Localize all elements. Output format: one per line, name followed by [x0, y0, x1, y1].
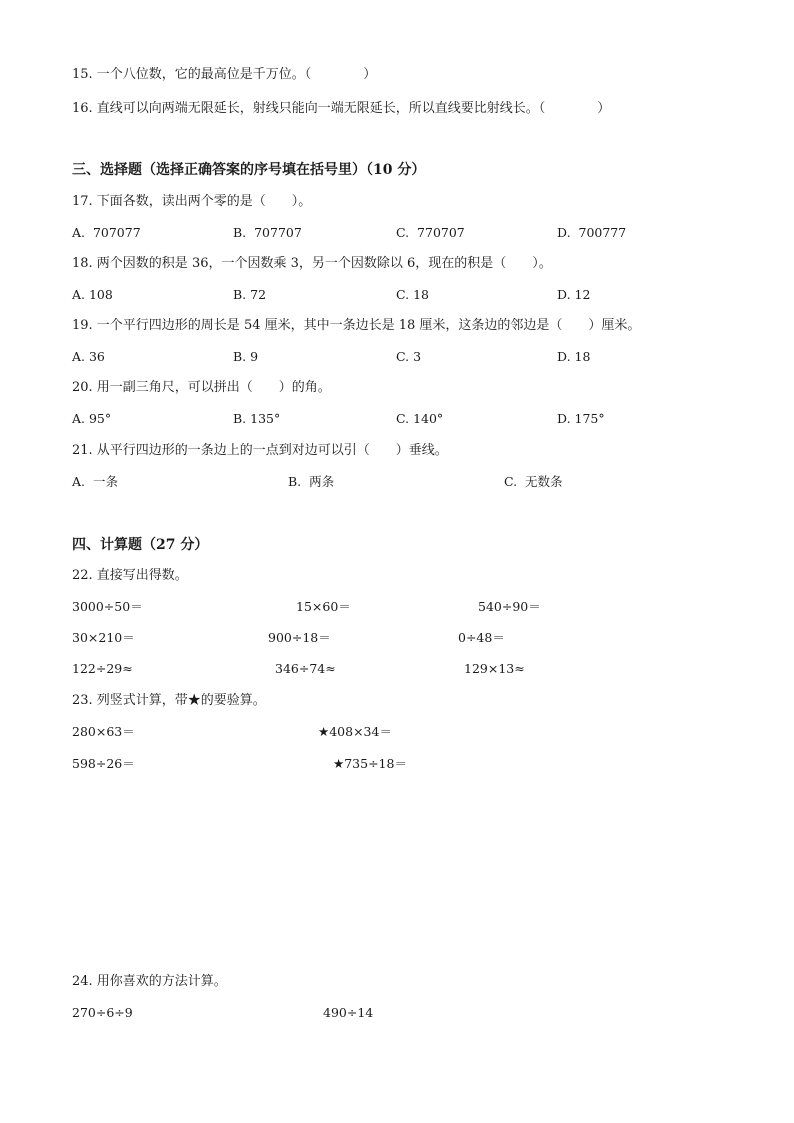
q22-item-8: 346÷74≈	[275, 661, 336, 676]
question-16: 16. 直线可以向两端无限延长，射线只能向一端无限延长，所以直线要比射线长。（ ）	[72, 101, 611, 116]
q24-item-2: 490÷14	[323, 1005, 374, 1020]
q21-option-c: C. 无数条	[504, 474, 563, 489]
q18-option-d: D. 12	[557, 287, 591, 302]
q18-option-c: C. 18	[396, 287, 429, 302]
q22-item-3: 540÷90＝	[478, 599, 541, 614]
q17-option-a: A. 707077	[72, 225, 141, 240]
q20-option-d: D. 175°	[557, 411, 605, 426]
question-19: 19. 一个平行四边形的周长是 54 厘米，其中一条边长是 18 厘米，这条边的邻边是（ ）厘米。	[72, 318, 641, 333]
q19-option-c: C. 3	[396, 349, 422, 364]
question-23: 23. 列竖式计算，带★的要验算。	[72, 693, 266, 708]
q20-option-a: A. 95°	[72, 411, 112, 426]
question-24: 24. 用你喜欢的方法计算。	[72, 974, 227, 989]
question-20: 20. 用一副三角尺，可以拼出（ ）的角。	[72, 380, 331, 395]
q18-option-b: B. 72	[233, 287, 267, 302]
section-3-title: 三、选择题（选择正确答案的序号填在括号里）（10 分）	[72, 162, 426, 178]
q22-item-5: 900÷18＝	[268, 630, 331, 645]
q19-option-d: D. 18	[557, 349, 591, 364]
q22-item-9: 129×13≈	[464, 661, 525, 676]
q21-option-a: A. 一条	[72, 474, 118, 489]
question-18: 18. 两个因数的积是 36，一个因数乘 3，另一个因数除以 6，现在的积是（ ）。	[72, 256, 552, 271]
question-17: 17. 下面各数，读出两个零的是（ ）。	[72, 194, 312, 209]
q18-option-a: A. 108	[72, 287, 113, 302]
q17-option-c: C. 770707	[396, 225, 465, 240]
q22-item-2: 15×60＝	[296, 599, 351, 614]
q22-item-4: 30×210＝	[72, 630, 135, 645]
question-15: 15. 一个八位数，它的最高位是千万位。（ ）	[72, 67, 377, 82]
q19-option-b: B. 9	[233, 349, 259, 364]
question-21: 21. 从平行四边形的一条边上的一点到对边可以引（ ）垂线。	[72, 443, 448, 458]
q23-item-3: 598÷26＝	[72, 756, 135, 771]
q20-option-b: B. 135°	[233, 411, 281, 426]
q24-item-1: 270÷6÷9	[72, 1005, 133, 1020]
q22-item-1: 3000÷50＝	[72, 599, 143, 614]
q20-option-c: C. 140°	[396, 411, 444, 426]
section-4-title: 四、计算题（27 分）	[72, 537, 209, 553]
q22-item-7: 122÷29≈	[72, 661, 133, 676]
q17-option-b: B. 707707	[233, 225, 302, 240]
q17-option-d: D. 700777	[557, 225, 627, 240]
q23-item-1: 280×63＝	[72, 724, 135, 739]
question-22: 22. 直接写出得数。	[72, 568, 188, 583]
q21-option-b: B. 两条	[288, 474, 335, 489]
q19-option-a: A. 36	[72, 349, 105, 364]
q22-item-6: 0÷48＝	[458, 630, 505, 645]
q23-item-2: ★408×34＝	[318, 724, 392, 739]
q23-item-4: ★735÷18＝	[333, 756, 407, 771]
